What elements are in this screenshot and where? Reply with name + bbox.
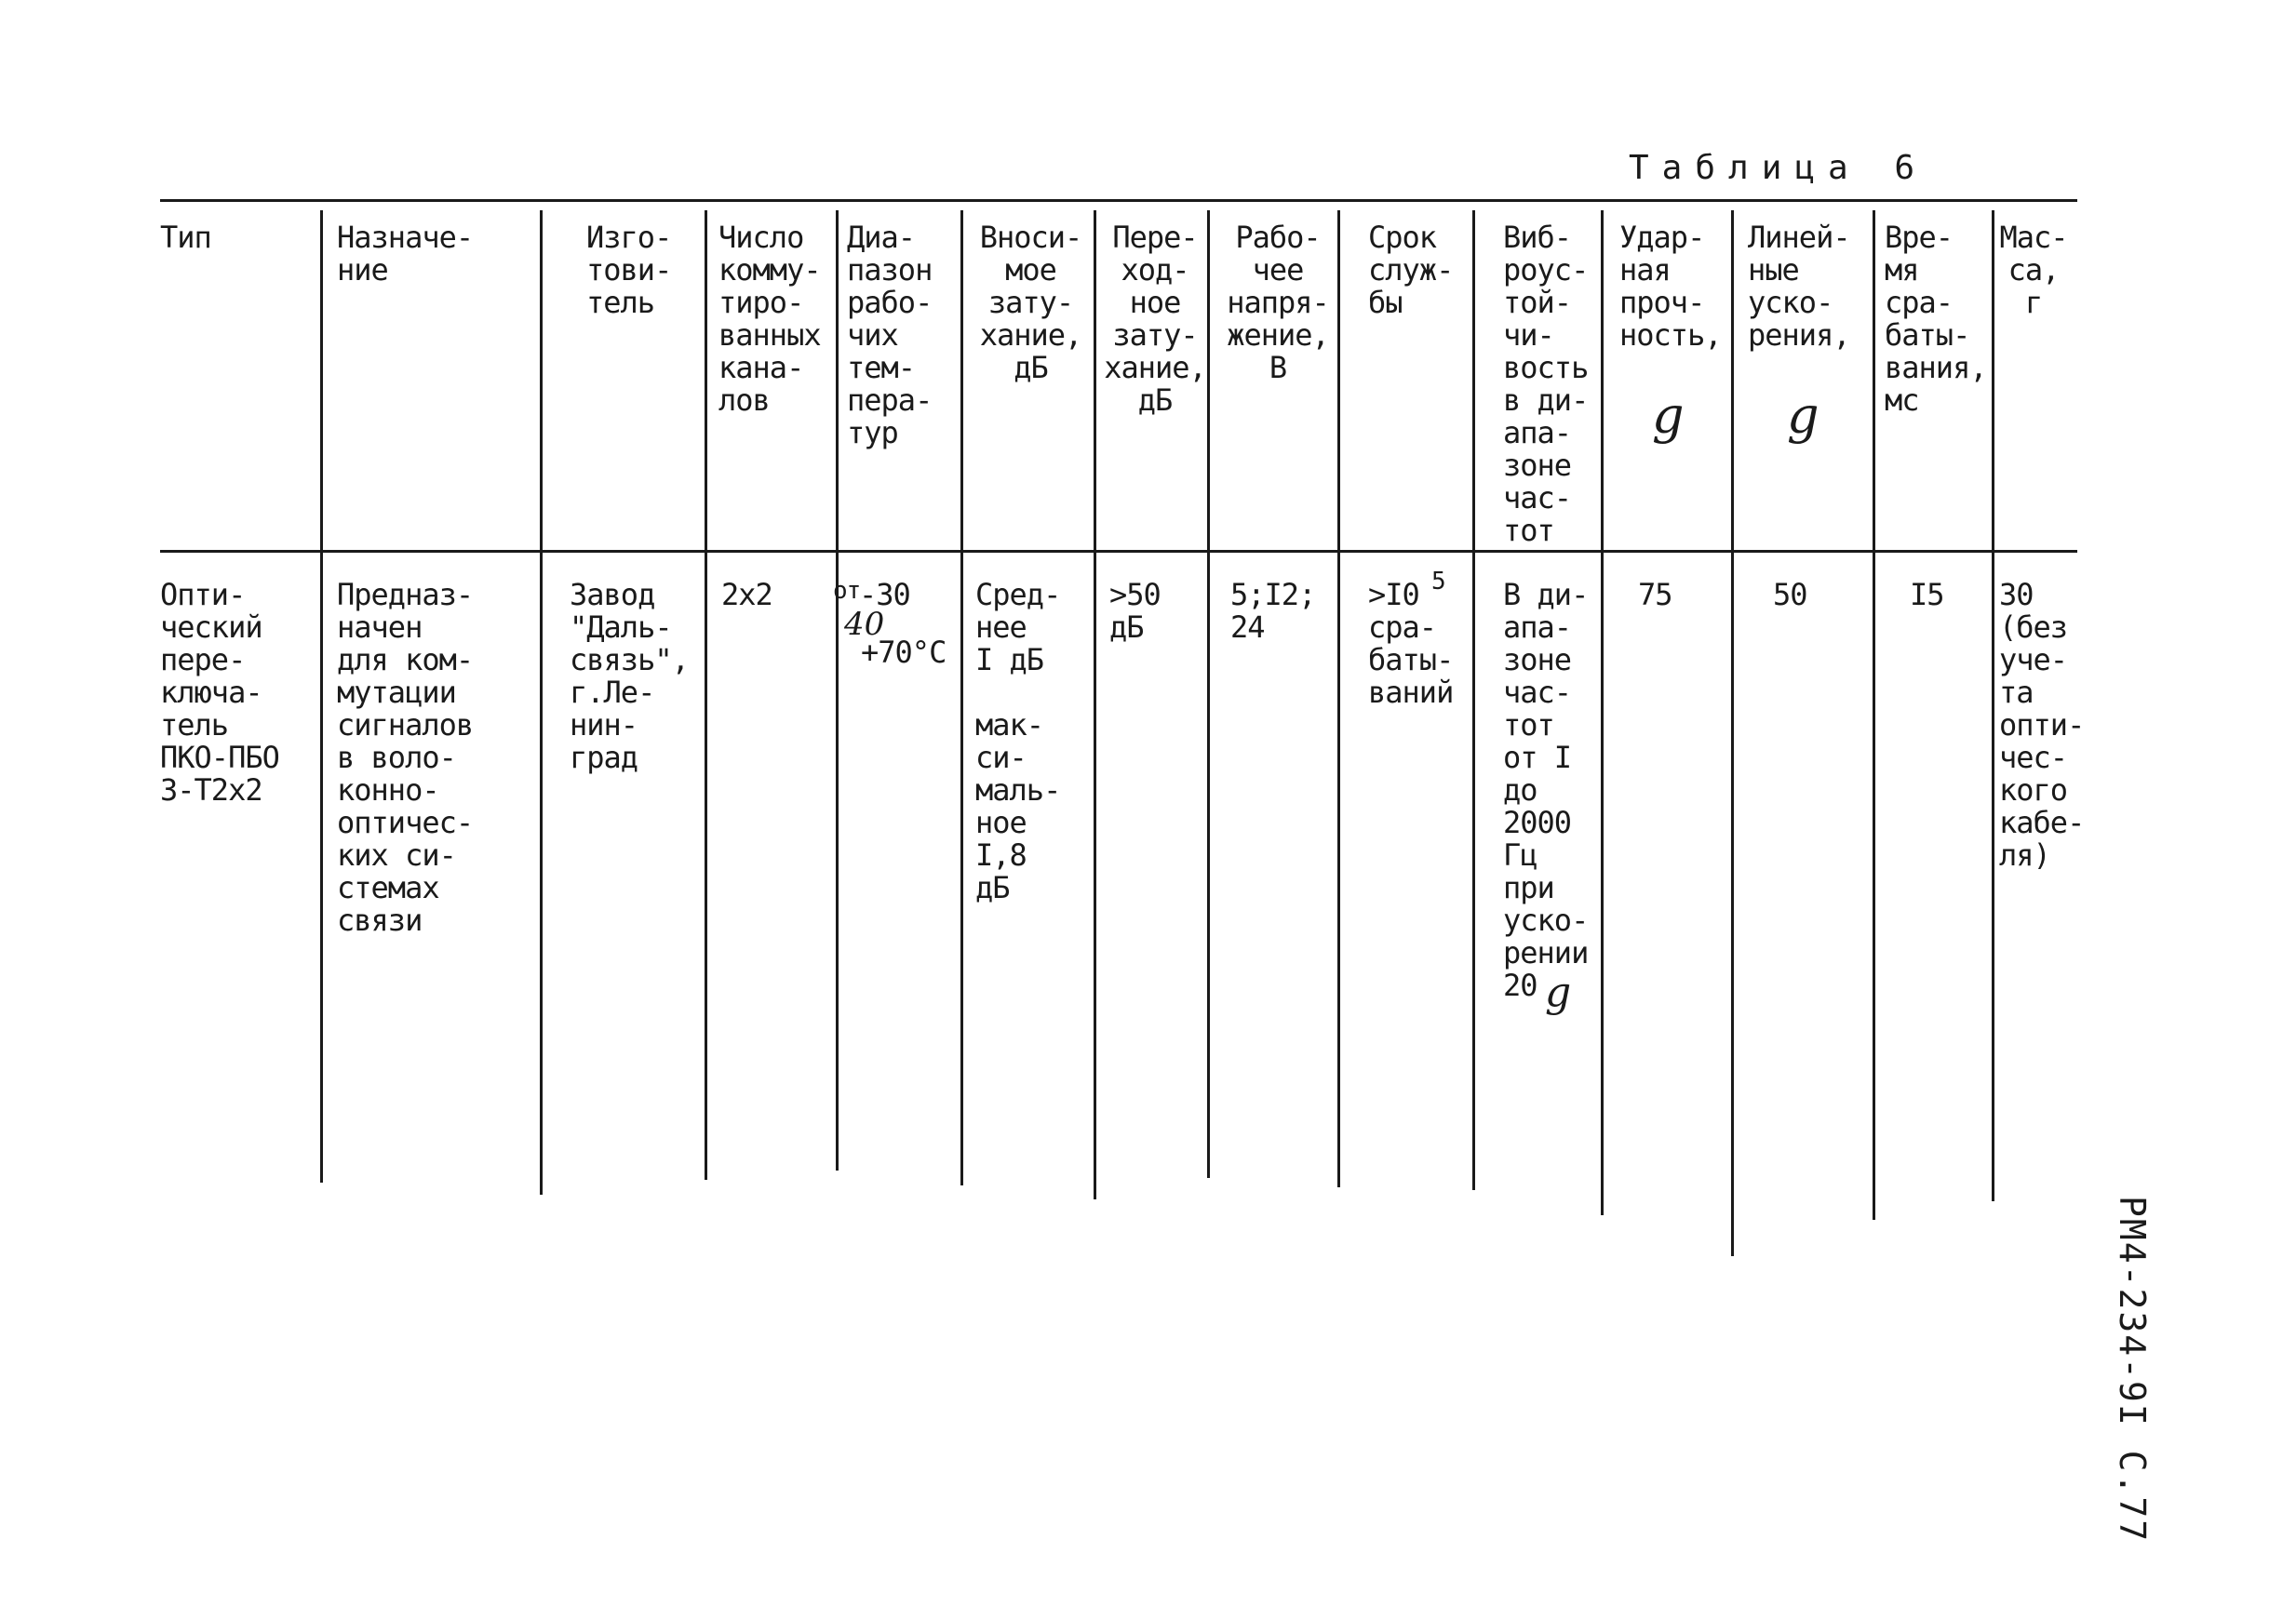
col-divider [705,210,707,1180]
col-header-mass: Мас- са, г [1999,220,2068,320]
col-divider [1731,210,1734,1256]
col-header-linear-accel: Линей- ные уско- рения, [1748,220,1850,353]
col-header-temp-range: Диа- пазон рабо- чих тем- пера- тур [847,220,933,450]
cell-lifetime [1368,566,1470,733]
vibration-unit-g: g [1545,969,1572,1016]
cell-shock: 75 [1638,577,1672,612]
cell-mass: 30 (без уче- та опти- чес- кого кабе- ля) [1999,577,2085,873]
col-divider [1207,210,1210,1178]
col-header-purpose: Назначе- ние [337,220,474,288]
col-header-lifetime: Срок служ- бы [1368,220,1454,320]
shock-unit-g: g [1652,386,1685,445]
cell-type: Опти- ческий пере- ключа- тель ПКО-ПБО 3-Т2х2 [160,577,279,808]
col-divider [1472,210,1475,1190]
lifetime-exponent: 5 [1431,568,1445,596]
cell-vibration: В ди- апа- зоне час- тот от I до 2000 Гц при уско- рении 20 [1503,577,1589,1003]
col-divider [1873,210,1875,1220]
col-header-crosstalk: Пере- ход- ное зату- хание, дБ [1104,220,1206,418]
header-bottom-rule [160,550,2077,553]
temp-prefix: от [833,577,861,605]
temp-low-struck: -30 [859,577,910,612]
temp-high: +70°С [861,635,947,670]
col-header-channels: Число комму- тиро- ванных кана- лов [718,220,821,418]
linear-unit-g: g [1787,386,1819,445]
cell-maker: Завод "Даль- связь", г.Ле- нин- град [570,577,689,775]
col-header-vibration: Виб- роус- той- чи- вость в ди- апа- зоне час- тот [1503,220,1589,548]
col-divider [1337,210,1340,1187]
col-header-maker: Изго- тови- тель [586,220,672,320]
cell-channels: 2х2 [721,577,772,612]
cell-temp-range [833,575,963,715]
document-code: РМ4-234-9I С.77 [2112,1196,2153,1544]
lifetime-base: >I0 [1368,577,1419,612]
temp-low-handwritten: 40 [844,606,885,643]
col-divider [1992,210,1994,1201]
col-header-insertion-loss: Вноси- мое зату- хание, дБ [979,220,1082,385]
col-divider [1601,210,1604,1215]
cell-purpose: Предназ- начен для ком- мутации сигналов в воло- конно- оптичес- ких си- стемах связи [337,577,474,938]
cell-switch-time: I5 [1910,577,1944,612]
col-header-switch-time: Вре- мя сра- баты- вания, мс [1885,220,1987,418]
table-top-rule [160,199,2077,202]
col-divider [320,210,323,1183]
table-caption: Таблица 6 [1629,149,1928,187]
col-header-voltage: Рабо- чее напря- жение, В [1227,220,1329,385]
cell-crosstalk: >50 дБ [1109,577,1161,645]
col-divider [540,210,543,1195]
cell-linear-accel: 50 [1773,577,1807,612]
col-header-shock: Удар- ная проч- ность, [1619,220,1722,353]
col-divider [1094,210,1096,1199]
lifetime-unit: сра- баты- ваний [1368,609,1454,710]
col-header-type: Тип [160,220,211,255]
cell-insertion-loss: Сред- нее I дБ мак- си- маль- ное I,8 дБ [975,577,1061,905]
cell-voltage: 5;I2; 24 [1230,577,1316,645]
